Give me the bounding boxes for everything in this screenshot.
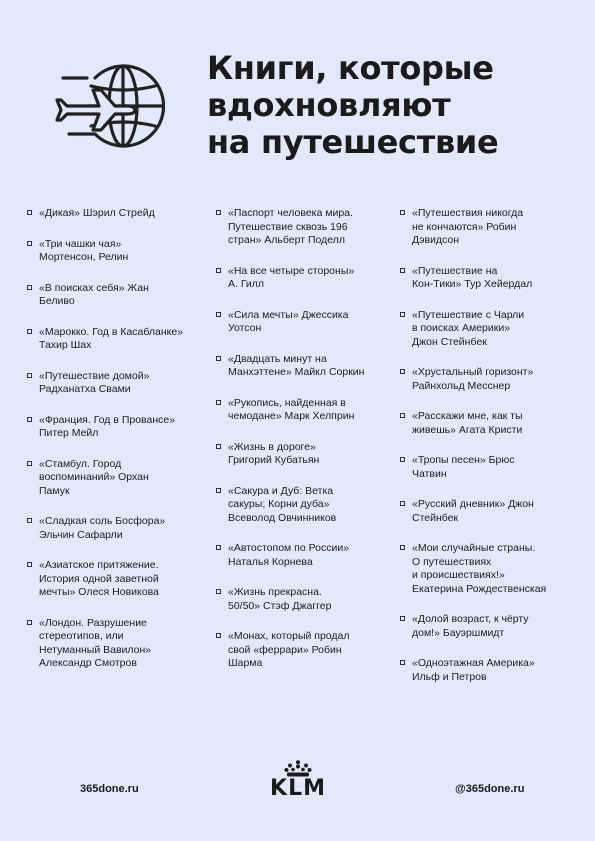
book-title: «Мои случайные страны. О путешествиях и происшествиях!» Екатерина Рождественская <box>412 542 547 595</box>
list-item <box>27 207 187 221</box>
list-item <box>216 485 376 526</box>
list-item <box>400 366 560 393</box>
list-item <box>400 410 560 437</box>
checkbox-icon <box>27 562 32 567</box>
checkbox-icon <box>27 417 32 422</box>
book-list-column-1 <box>27 207 187 688</box>
list-item <box>27 282 187 309</box>
list-item <box>27 370 187 397</box>
list-item <box>216 265 376 292</box>
book-title: «Сакура и Дуб: Ветка сакуры; Корни дуба» Всеволод Овчинников <box>228 484 337 524</box>
checkbox-icon <box>216 545 221 550</box>
checkbox-icon <box>27 285 32 290</box>
list-item <box>216 353 376 380</box>
checkbox-icon <box>400 268 405 273</box>
checkbox-icon <box>400 457 405 462</box>
airplane-globe-icon <box>55 60 165 152</box>
checkbox-icon <box>27 461 32 466</box>
list-item <box>400 309 560 350</box>
list-item <box>27 326 187 353</box>
book-title: «Франция. Год в Провансе» Питер Мейл <box>39 413 176 439</box>
book-title: «Сила мечты» Джессика Уотсон <box>228 308 349 334</box>
book-title: «Двадцать минут на Манхэттене» Майкл Соркин <box>228 352 365 378</box>
list-item <box>27 515 187 542</box>
book-title: «Тропы песен» Брюс Чатвин <box>412 454 515 480</box>
checkbox-icon <box>400 210 405 215</box>
book-title: «Три чашки чая» Мортенсон, Релин <box>39 237 129 263</box>
list-item <box>400 498 560 525</box>
checkbox-icon <box>216 210 221 215</box>
checkbox-icon <box>27 620 32 625</box>
list-item <box>27 617 187 671</box>
book-title: «Рукопись, найденная в чемодане» Марк Хелприн <box>228 396 355 422</box>
book-title: «Стамбул. Город воспоминаний» Орхан Памук <box>39 457 149 497</box>
book-title: «Путешествие на Кон-Тики» Тур Хейердал <box>412 264 533 290</box>
list-item <box>27 414 187 441</box>
checkbox-icon <box>216 444 221 449</box>
title-line-1: Книги, которые <box>207 49 494 87</box>
book-title: «Жизнь в дороге» Григорий Кубатьян <box>228 440 320 466</box>
checkbox-icon <box>216 400 221 405</box>
book-title: «Одноэтажная Америка» Ильф и Петров <box>412 657 535 683</box>
list-item <box>27 458 187 499</box>
book-title: «Марокко. Год в Касабланке» Тахир Шах <box>39 325 184 351</box>
book-title: «Дикая» Шэрил Стрейд <box>39 207 155 219</box>
book-list-column-2 <box>216 207 376 688</box>
list-item <box>27 238 187 265</box>
checkbox-icon <box>216 589 221 594</box>
book-title: «Долой возраст, к чёрту дом!» Бауэршмидт <box>412 613 529 639</box>
book-title: «На все четыре стороны» А. Гилл <box>228 264 355 290</box>
title-line-2: вдохновляют <box>207 86 451 124</box>
list-item <box>400 454 560 481</box>
list-item <box>400 613 560 640</box>
book-title: «В поисках себя» Жан Беливо <box>39 281 149 307</box>
website-link[interactable]: 365done.ru <box>80 783 139 795</box>
checkbox-icon <box>216 633 221 638</box>
list-item <box>400 265 560 292</box>
checkbox-icon <box>400 616 405 621</box>
book-title: «Путешествие с Чарли в поисках Америки» Джон Стейнбек <box>412 308 525 348</box>
brand-name: KLM <box>270 776 326 801</box>
book-title: «Лондон. Разрушение стереотипов, или Нетуманный Вавилон» Александр Смотров <box>39 616 152 669</box>
checkbox-icon <box>27 210 32 215</box>
list-item <box>400 207 560 248</box>
book-title: «Паспорт человека мира. Путешествие сквозь 196 стран» Альберт Поделл <box>228 207 353 246</box>
checkbox-icon <box>216 268 221 273</box>
checkbox-icon <box>216 488 221 493</box>
checkbox-icon <box>400 660 405 665</box>
list-item <box>216 586 376 613</box>
book-title: «Азиатское притяжение. История одной заветной мечты» Олеся Новикова <box>39 559 159 598</box>
book-title: «Путешествия никогда не кончаются» Робин Дэвидсон <box>412 207 524 246</box>
list-item <box>216 542 376 569</box>
list-item <box>400 657 560 684</box>
list-item <box>27 559 187 600</box>
book-title: «Монах, который продал свой «феррари» Робин Шарма <box>228 630 350 669</box>
checkbox-icon <box>27 329 32 334</box>
checkbox-icon <box>27 241 32 246</box>
checkbox-icon <box>27 373 32 378</box>
book-title: «Хрустальный горизонт» Райнхольд Месснер <box>412 366 534 392</box>
checkbox-icon <box>400 369 405 374</box>
checkbox-icon <box>400 312 405 317</box>
list-item <box>400 542 560 596</box>
book-title: «Русский дневник» Джон Стейнбек <box>412 498 534 524</box>
checkbox-icon <box>400 545 405 550</box>
list-item <box>216 441 376 468</box>
book-title: «Сладкая соль Босфора» Эльчин Сафарли <box>39 515 166 541</box>
social-handle[interactable]: @365done.ru <box>455 783 525 795</box>
checkbox-icon <box>216 312 221 317</box>
book-list-column-3 <box>400 207 560 701</box>
list-item <box>216 397 376 424</box>
checkbox-icon <box>216 356 221 361</box>
page-title <box>207 50 587 161</box>
checkbox-icon <box>27 518 32 523</box>
list-item <box>216 207 376 248</box>
title-line-3: на путешествие <box>207 123 499 161</box>
book-title: «Автостопом по России» Наталья Корнева <box>228 542 350 568</box>
list-item <box>216 630 376 671</box>
checkbox-icon <box>400 413 405 418</box>
list-item <box>216 309 376 336</box>
book-title: «Путешествие домой» Радханатха Свами <box>39 369 150 395</box>
checkbox-icon <box>400 501 405 506</box>
book-title: «Расскажи мне, как ты живешь» Агата Кристи <box>412 410 523 436</box>
klm-logo <box>262 760 334 802</box>
book-title: «Жизнь прекрасна. 50/50» Стэф Джаггер <box>228 586 332 612</box>
